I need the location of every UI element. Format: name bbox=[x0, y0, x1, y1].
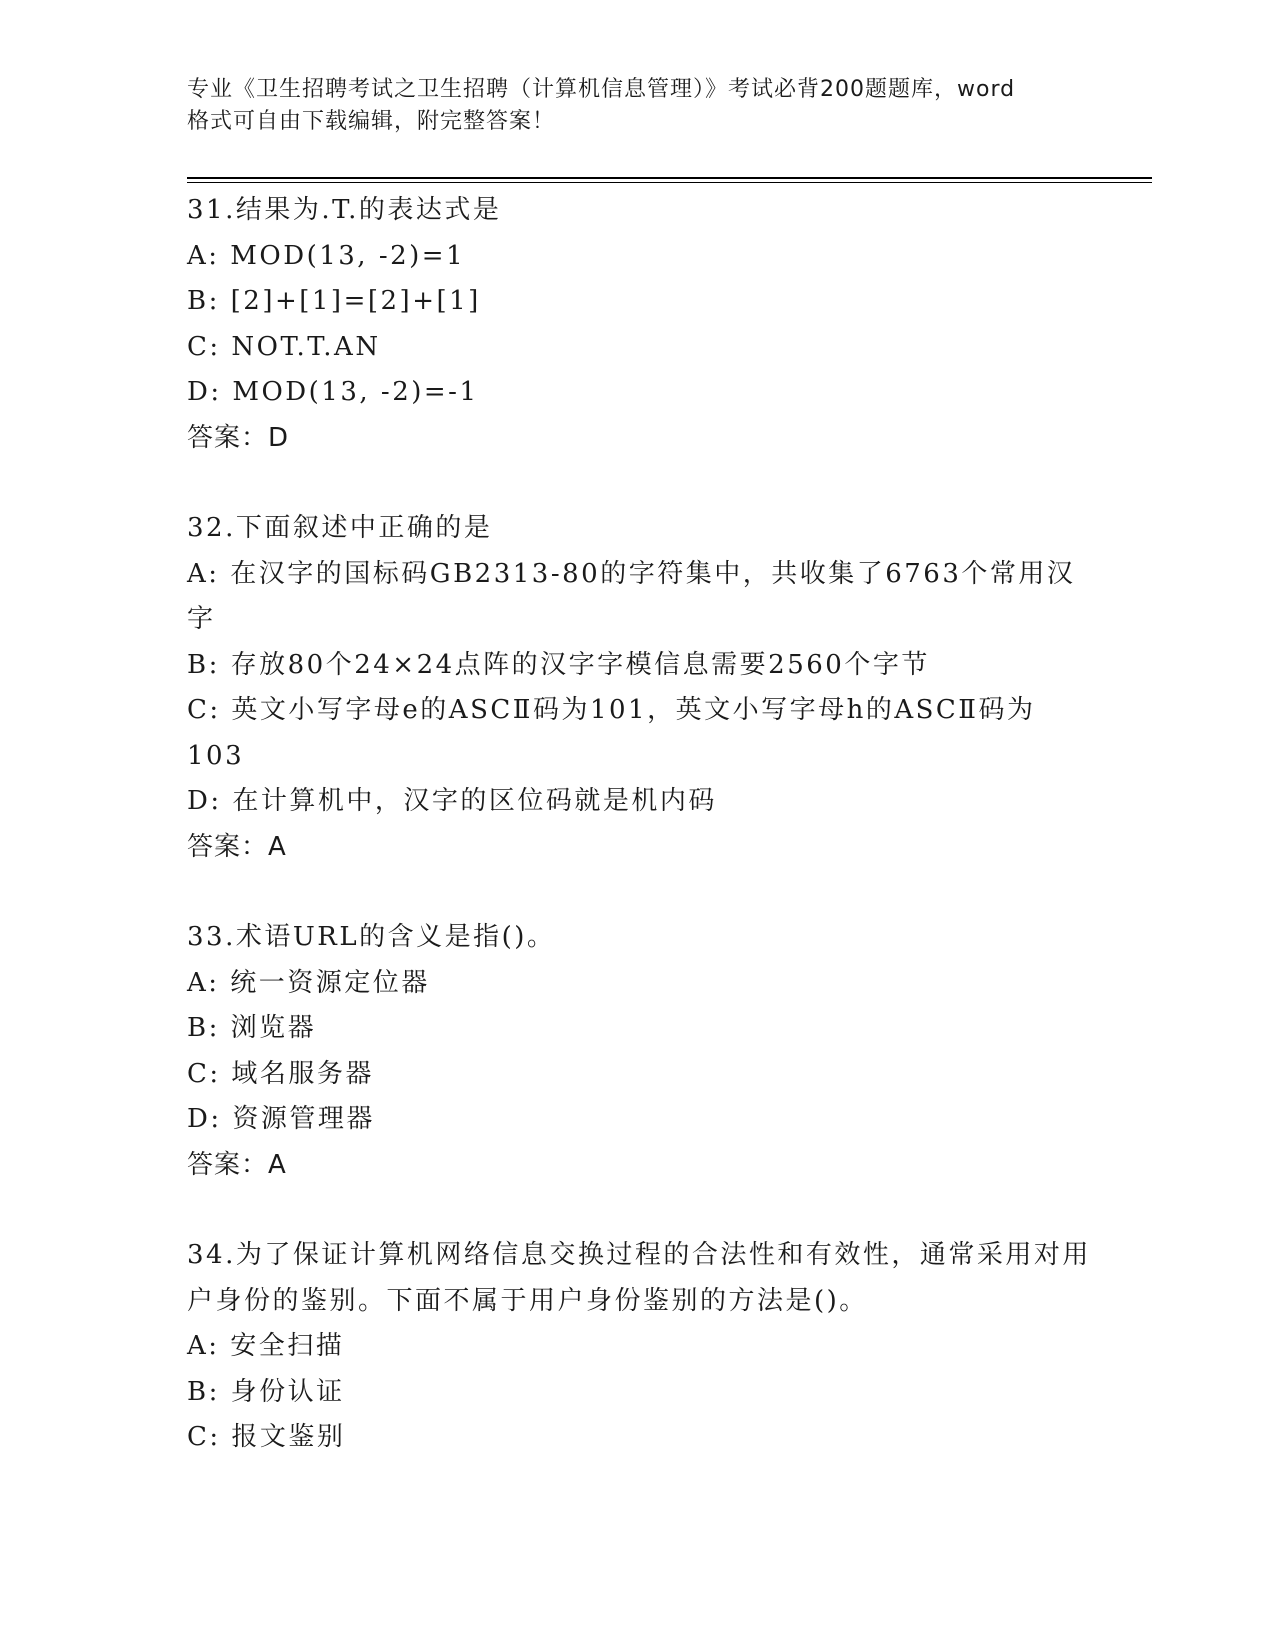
option-a: A: 统一资源定位器 bbox=[187, 967, 430, 998]
option-c: C: 报文鉴别 bbox=[187, 1422, 346, 1452]
option-b: B: 浏览器 bbox=[187, 1013, 317, 1043]
option-c: C: NOT.T.AN bbox=[187, 331, 381, 362]
option-c: C: 英文小写字母e的ASCⅡ码为101，英文小写字母h的ASCⅡ码为103 bbox=[187, 695, 1036, 771]
header-divider-thick bbox=[187, 177, 1152, 179]
question-32 bbox=[187, 506, 1092, 870]
question-stem: 32.下面叙述中正确的是 bbox=[187, 513, 493, 543]
question-list bbox=[187, 188, 1092, 1506]
option-b: B: 身份认证 bbox=[187, 1376, 345, 1407]
document-header: 专业《卫生招聘考试之卫生招聘（计算机信息管理）》考试必背200题题库，word 格式可自由下载编辑，附完整答案！ bbox=[187, 77, 1016, 134]
option-b: B: [2]+[1]=[2]+[1] bbox=[187, 286, 481, 316]
question-31 bbox=[187, 188, 1092, 461]
option-a: A: 安全扫描 bbox=[187, 1331, 345, 1361]
answer-label: 答案：A bbox=[187, 1149, 287, 1180]
answer-label: 答案：A bbox=[187, 831, 287, 862]
question-33 bbox=[187, 915, 1092, 1188]
question-34 bbox=[187, 1233, 1092, 1461]
header-divider-thin bbox=[187, 182, 1152, 183]
option-d: D: MOD(13, -2)=-1 bbox=[187, 377, 479, 407]
option-a: A: 在汉字的国标码GB2313-80的字符集中，共收集了6763个常用汉字 bbox=[187, 558, 1076, 634]
option-a: A: MOD(13, -2)=1 bbox=[187, 240, 466, 271]
question-stem: 33.术语URL的含义是指()。 bbox=[187, 922, 556, 952]
option-c: C: 域名服务器 bbox=[187, 1058, 374, 1089]
answer-label: 答案：D bbox=[187, 422, 290, 453]
option-b: B: 存放80个24×24点阵的汉字字模信息需要2560个字节 bbox=[187, 649, 930, 680]
option-d: D: 资源管理器 bbox=[187, 1104, 375, 1134]
option-d: D: 在计算机中，汉字的区位码就是机内码 bbox=[187, 786, 717, 816]
question-stem: 31.结果为.T.的表达式是 bbox=[187, 195, 502, 225]
question-stem: 34.为了保证计算机网络信息交换过程的合法性和有效性，通常采用对用户身份的鉴别。下面不属于用户身份鉴别的方法是()。 bbox=[187, 1240, 1091, 1316]
